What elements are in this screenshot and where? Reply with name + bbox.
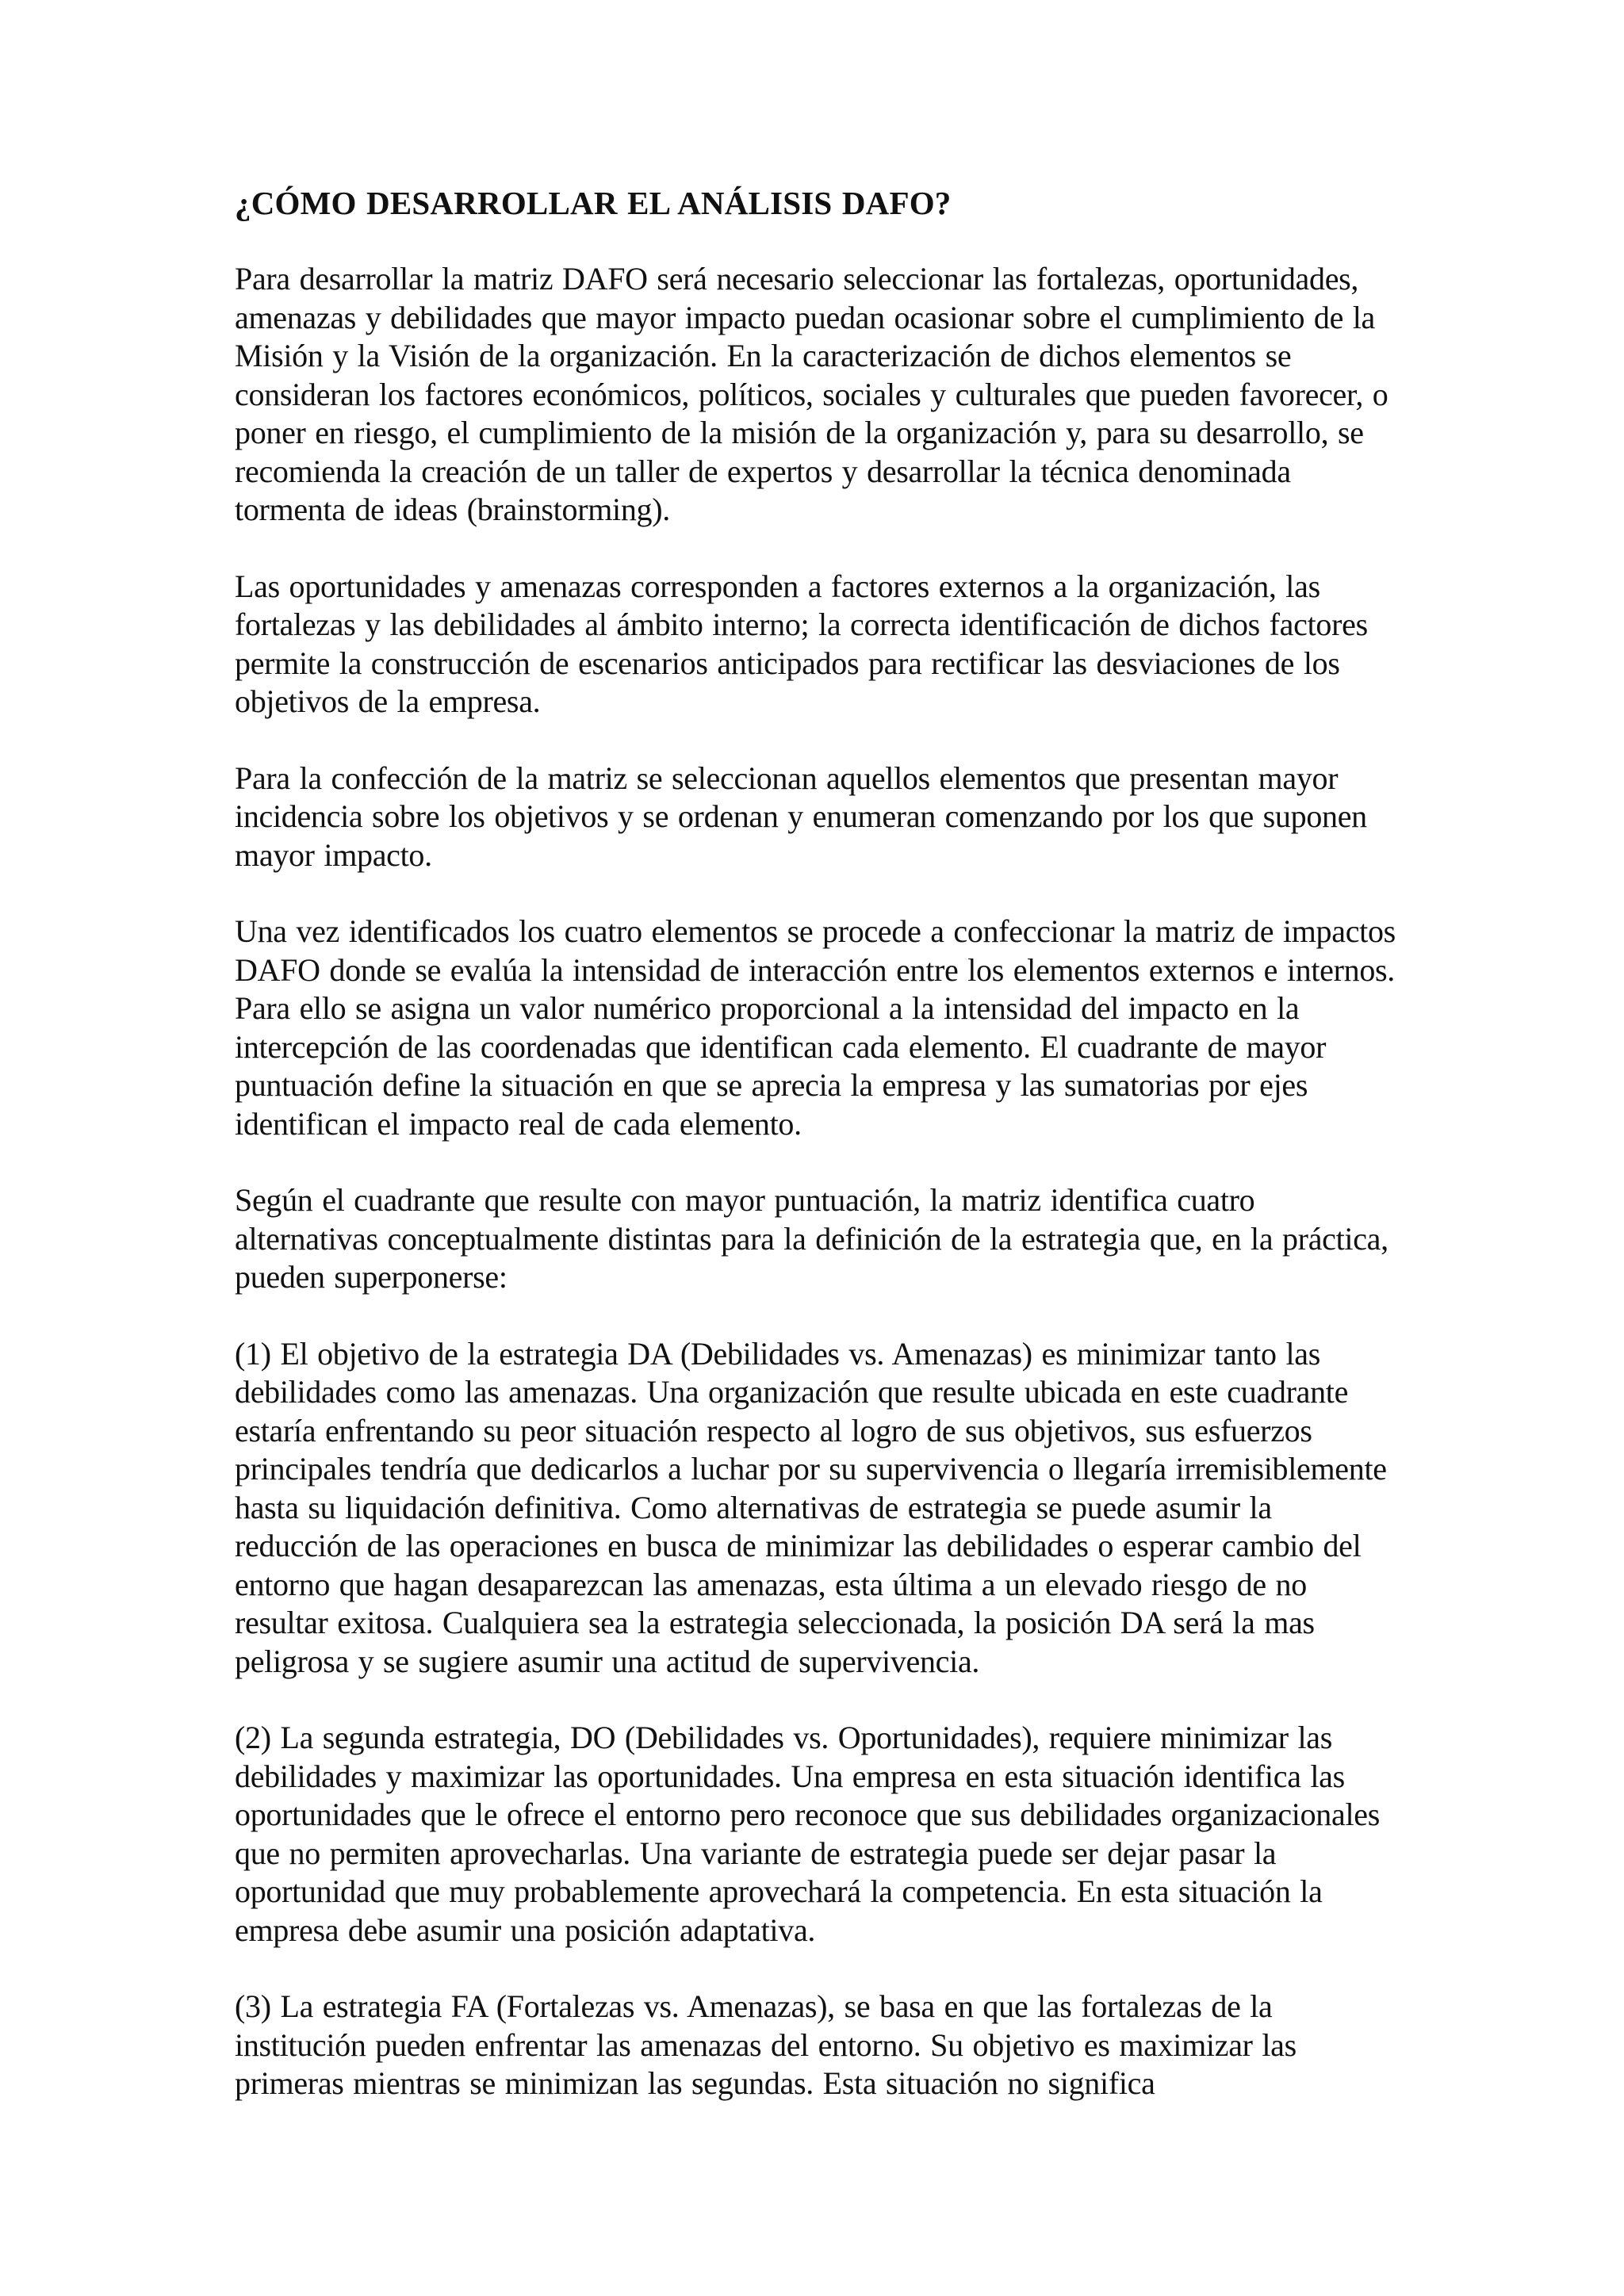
document-title: ¿CÓMO DESARROLLAR EL ANÁLISIS DAFO? — [235, 185, 952, 221]
document-body — [235, 184, 1400, 2103]
paragraph-matriz-impactos: Una vez identificados los cuatro elementos se procede a confeccionar la matriz de impactos DAFO donde se evalúa la intensidad de interacción entre los elementos externos e internos. Para ello se asigna un valor numérico proporcional a la intensidad del impacto en la intercepción de las coordenadas que identifican cada elemento. El cuadrante de mayor puntuación define la situación en que se aprecia la empresa y las sumatorias por ejes identifican el impacto real de cada elemento. — [235, 913, 1396, 1142]
paragraph-alternativas: Según el cuadrante que resulte con mayor puntuación, la matriz identifica cuatro alternativas conceptualmente distintas para la definición de la estrategia que, en la práctica, pueden superponerse: — [235, 1182, 1388, 1295]
paragraph-estrategia-do: (2) La segunda estrategia, DO (Debilidades vs. Oportunidades), requiere minimizar las debilidades y maximizar las oportunidades. Una empresa en esta situación identifica las oportunidades que le ofrece el entorno pero reconoce que sus debilidades organizacionales que no permiten aprovecharlas. Una variante de estrategia puede ser dejar pasar la oportunidad que muy probablemente aprovechará la competencia. En esta situación la empresa debe asumir una posición adaptativa. — [235, 1720, 1380, 1948]
paragraph-introduccion: Para desarrollar la matriz DAFO será necesario seleccionar las fortalezas, oportunidades, amenazas y debilidades que mayor impacto puedan ocasionar sobre el cumplimiento de la Misión y la Visión de la organización. En la caracterización de dichos elementos se consideran los factores económicos, políticos, sociales y culturales que pueden favorecer, o poner en riesgo, el cumplimiento de la misión de la organización y, para su desarrollo, se recomienda la creación de un taller de expertos y desarrollar la técnica denominada tormenta de ideas (brainstorming). — [235, 261, 1388, 527]
paragraph-confeccion: Para la confección de la matriz se seleccionan aquellos elementos que presentan mayor incidencia sobre los objetivos y se ordenan y enumeran comenzando por los que suponen mayor impacto. — [235, 760, 1367, 873]
paragraph-estrategia-da: (1) El objetivo de la estrategia DA (Debilidades vs. Amenazas) es minimizar tanto las debilidades como las amenazas. Una organización que resulte ubicada en este cuadrante estaría enfrentando su peor situación respecto al logro de sus objetivos, sus esfuerzos principales tendría que dedicarlos a luchar por su supervivencia o llegaría irremisiblemente hasta su liquidación definitiva. Como alternativas de estrategia se puede asumir la reducción de las operaciones en busca de minimizar las debilidades o esperar cambio del entorno que hagan desaparezcan las amenazas, esta última a un elevado riesgo de no resultar exitosa. Cualquiera sea la estrategia seleccionada, la posición DA será la mas peligrosa y se sugiere asumir una actitud de supervivencia. — [235, 1335, 1387, 1679]
paragraph-estrategia-fa: (3) La estrategia FA (Fortalezas vs. Amenazas), se basa en que las fortalezas de la institución pueden enfrentar las amenazas del entorno. Su objetivo es maximizar las primeras mientras se minimizan las segundas. Esta situación no significa — [235, 1988, 1297, 2101]
paragraph-factores: Las oportunidades y amenazas corresponden a factores externos a la organización, las fortalezas y las debilidades al ámbito interno; la correcta identificación de dichos factores permite la construcción de escenarios anticipados para rectificar las desviaciones de los objetivos de la empresa. — [235, 568, 1368, 719]
